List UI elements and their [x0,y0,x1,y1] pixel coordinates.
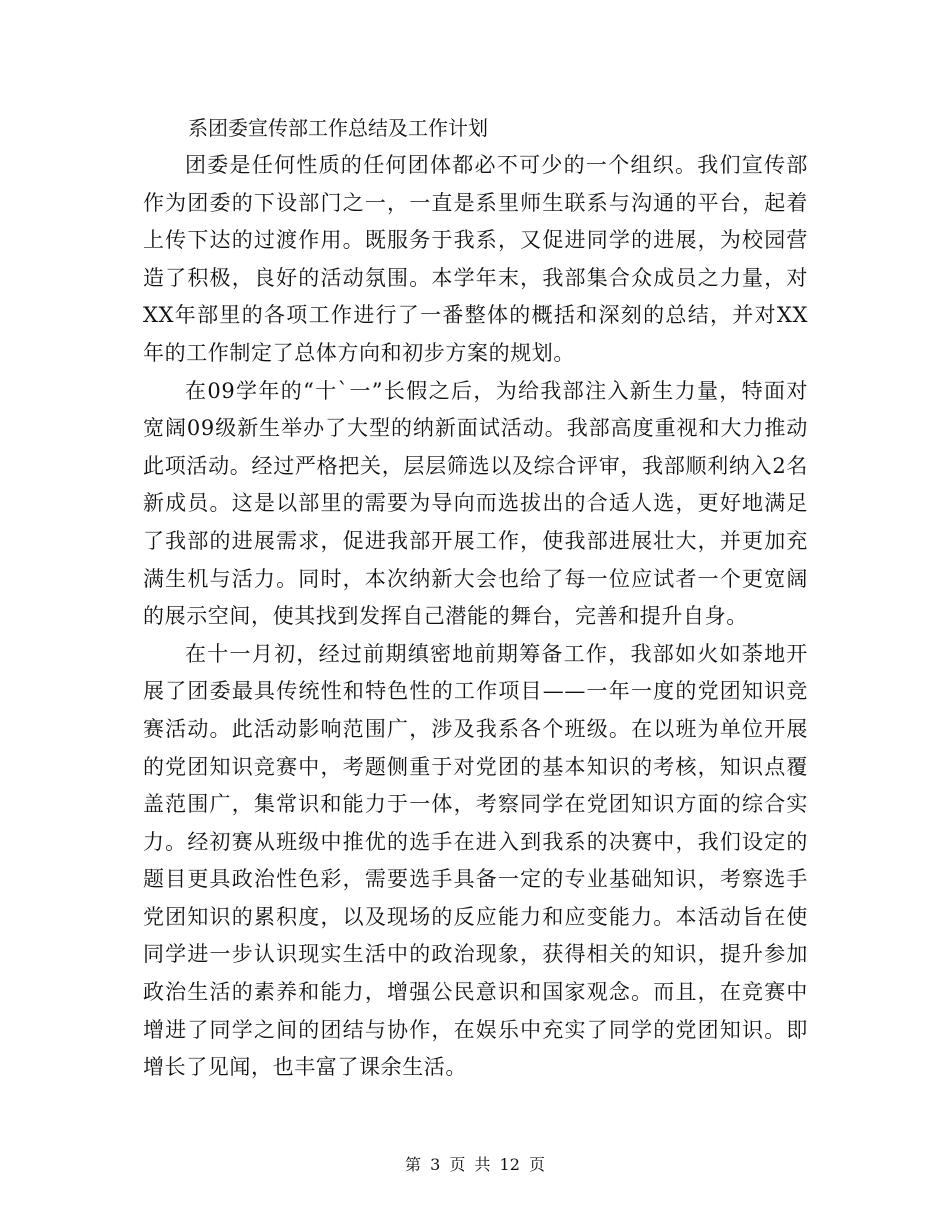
paragraph-intro: 团委是任何性质的任何团体都必不可少的一个组织。我们宣传部作为团委的下设部门之一，一直是系里师生联系与沟通的平台，起着上传下达的过渡作用。既服务于我系，又促进同学的进展，为校园营造了积极，良好的活动氛围。本学年末，我部集合众成员之力量，对XX年部里的各项工作进行了一番整体的概括和深刻的总结，并对XX年的工作制定了总体方向和初步方案的规划。 [143,153,808,365]
paragraph-recruitment: 在09学年的“十`一”长假之后，为给我部注入新生力量，特面对宽阔09级新生举办了大型的纳新面试活动。我部高度重视和大力推动此项活动。经过严格把关，层层筛选以及综合评审，我部顺利纳入2名新成员。这是以部里的需要为导向而选拔出的合适人选，更好地满足了我部的进展需求，促进我部开展工作，使我部进展壮大，并更加充满生机与活力。同时，本次纳新大会也给了每一位应试者一个更宽阔的展示空间，使其找到发挥自己潜能的舞台，完善和提升自身。 [143,378,808,629]
document-body [143,147,808,1087]
page-number-footer: 第 3 页 共 12 页 [405,1155,545,1174]
paragraph-knowledge-contest: 在十一月初，经过前期缜密地前期筹备工作，我部如火如荼地开展了团委最具传统性和特色性的工作项目——一年一度的党团知识竞赛活动。此活动影响范围广，涉及我系各个班级。在以班为单位开展的党团知识竞赛中，考题侧重于对党团的基本知识的考核，知识点覆盖范围广，集常识和能力于一体，考察同学在党团知识方面的综合实力。经初赛从班级中推优的选手在进入到我系的决赛中，我们设定的题目更具政治性色彩，需要选手具备一定的专业基础知识，考察选手党团知识的累积度，以及现场的反应能力和应变能力。本活动旨在使同学进一步认识现实生活中的政治现象，获得相关的知识，提升参加政治生活的素养和能力，增强公民意识和国家观念。而且，在竞赛中增进了同学之间的团结与协作，在娱乐中充实了同学的党团知识。即增长了见闻，也丰富了课余生活。 [143,641,808,1080]
document-title: 系团委宣传部工作总结及工作计划 [188,116,488,140]
